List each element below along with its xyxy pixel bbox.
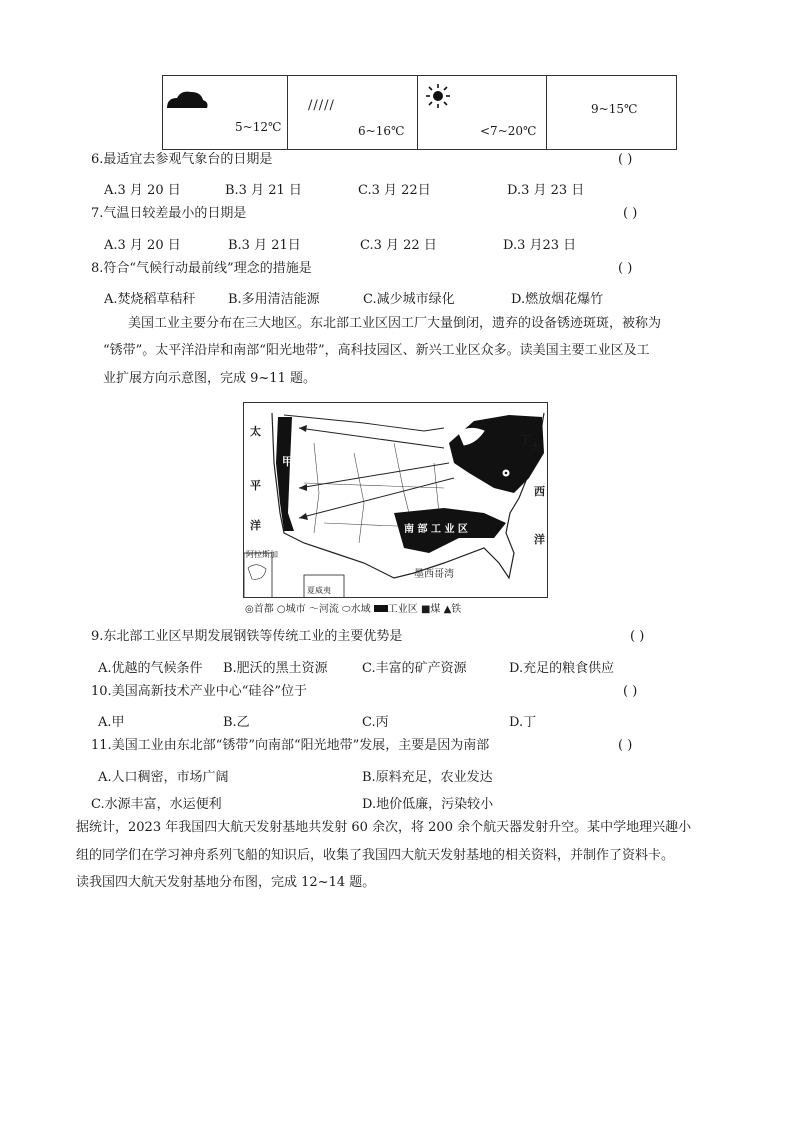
question-number: 6. [91,152,104,167]
legend-coal: ■煤 [420,604,441,615]
passage-line: 美国工业主要分布在三大地区。东北部工业区因工厂大量倒闭，遗弃的设备锈迹斑斑，被称为 [128,316,662,331]
option-a: A.甲 [98,715,125,730]
question-9 [91,629,402,645]
map-legend [245,600,461,615]
map-label-atlantic: 大 [530,441,541,454]
weather-cell-3 [418,76,547,149]
temp-label: <7~20℃ [480,124,537,138]
answer-paren: ( ) [618,738,633,753]
industry-icon [374,605,388,612]
map-label-atlantic: 西 [534,485,545,498]
answer-paren: ( ) [618,261,633,276]
passage-line: 据统计，2023 年我国四大航天发射基地共发射 60 余次，将 200 余个航天器发射升空。某中学地理兴趣小 [76,820,692,835]
option-b: B.肥沃的黑土资源 [223,661,328,676]
legend-river-label: 河流 [318,604,339,615]
weather-cell-1 [163,76,288,149]
weather-cell-2 [288,76,418,149]
question-number: 10. [91,684,112,699]
option-a: A.焚烧稻草秸秆 [104,292,196,307]
legend-river [309,604,339,615]
passage-line: 组的同学们在学习神舟系列飞船的知识后，收集了我国四大航天发射基地的相关资料，并制作了资料卡。 [76,848,675,863]
question-number: 7. [91,206,104,221]
river-icon: 〜 [308,604,319,615]
option-c: C.3 月 22 日 [360,238,437,253]
option-d: D.3 月23 日 [503,238,577,253]
option-b: B.原料充足，农业发达 [362,770,493,785]
question-text: 气温日较差最小的日期是 [103,206,247,221]
map-label-south-region: 南 部 工 业 区 [404,524,468,535]
question-text: 东北部工业区早期发展钢铁等传统工业的主要优势是 [103,629,403,644]
answer-paren: ( ) [618,152,633,167]
weather-cell-4 [547,76,676,149]
legend-industry-label: 工业区 [387,604,418,615]
map-label-atlantic: 洋 [534,533,545,546]
answer-paren: ( ) [623,684,638,699]
option-a: A.3 月 20 日 [104,238,181,253]
passage-line: 业扩展方向示意图，完成 9~11 题。 [103,371,316,386]
question-text: 最适宜去参观气象台的日期是 [103,152,273,167]
option-b: B.3 月 21 日 [225,183,302,198]
answer-paren: ( ) [630,629,645,644]
option-d: D.地价低廉，污染较小 [362,797,494,812]
legend-city: ○城市 [276,604,306,615]
question-text: 美国工业由东北部“锈带”向南部“阳光地带”发展，主要是因为南部 [111,738,490,753]
option-c: C.3 月 22日 [358,183,431,198]
option-b: B.多用清洁能源 [228,292,320,307]
map-drawing [244,403,548,598]
map-label-hawaii: 夏威夷 [307,586,331,595]
map-label-alaska: 阿拉斯加 [246,550,278,559]
option-c: C.水源丰富，水运便利 [91,797,222,812]
option-c: C.减少城市绿化 [363,292,455,307]
map-label-gulf: 墨西哥湾 [414,569,454,580]
legend-capital: ◎首都 [245,604,274,615]
option-d: D.燃放烟花爆竹 [511,292,604,307]
question-number: 11. [91,738,112,753]
map-label-pacific: 洋 [250,519,261,532]
option-a: A.优越的气候条件 [98,661,203,676]
question-number: 9. [91,629,104,644]
question-11 [91,738,489,754]
option-a: A.3 月 20 日 [104,183,181,198]
option-a: A.人口稠密，市场广阔 [98,770,229,785]
option-d: D.充足的粮食供应 [509,661,615,676]
option-b: B.乙 [223,715,250,730]
option-d: D.3 月 23 日 [507,183,585,198]
temp-label: 5~12℃ [235,120,282,134]
question-7 [91,206,246,222]
legend-water-label: 水域 [350,604,371,615]
question-text: 美国高新技术产业中心“硅谷”位于 [111,684,307,699]
question-text: 符合“气候行动最前线”理念的措施是 [103,261,312,276]
question-6 [91,152,272,168]
legend-water [342,604,371,615]
option-d: D.丁 [509,715,537,730]
option-c: C.丰富的矿产资源 [362,661,467,676]
passage-line: “锈带”。太平洋沿岸和南部“阳光地带”，高科技园区、新兴工业区众多。读美国主要工业区及工 [103,343,650,358]
map-label-pacific: 太 [250,425,261,438]
sun-icon [422,82,454,110]
option-c: C.丙 [362,715,389,730]
cloud-icon [163,86,211,110]
option-b: B.3 月 21日 [228,238,301,253]
rain-icon: ///// [308,98,335,113]
passage-line: 读我国四大航天发射基地分布图，完成 12~14 题。 [76,875,376,890]
water-icon: ⬭ [342,604,351,615]
us-industry-map [243,402,548,598]
question-10 [91,684,307,700]
weather-table [162,75,677,150]
question-number: 8. [91,261,104,276]
answer-paren: ( ) [623,206,638,221]
question-8 [91,261,312,277]
map-label-pacific: 平 [250,479,261,492]
map-label-jia: 甲 [282,455,293,468]
legend-iron: ▲铁 [443,604,462,615]
map-label-ding: 丁 [520,433,531,446]
temp-label: 6~16℃ [358,124,405,138]
legend-industry [374,604,418,615]
temp-label: 9~15℃ [591,102,638,116]
